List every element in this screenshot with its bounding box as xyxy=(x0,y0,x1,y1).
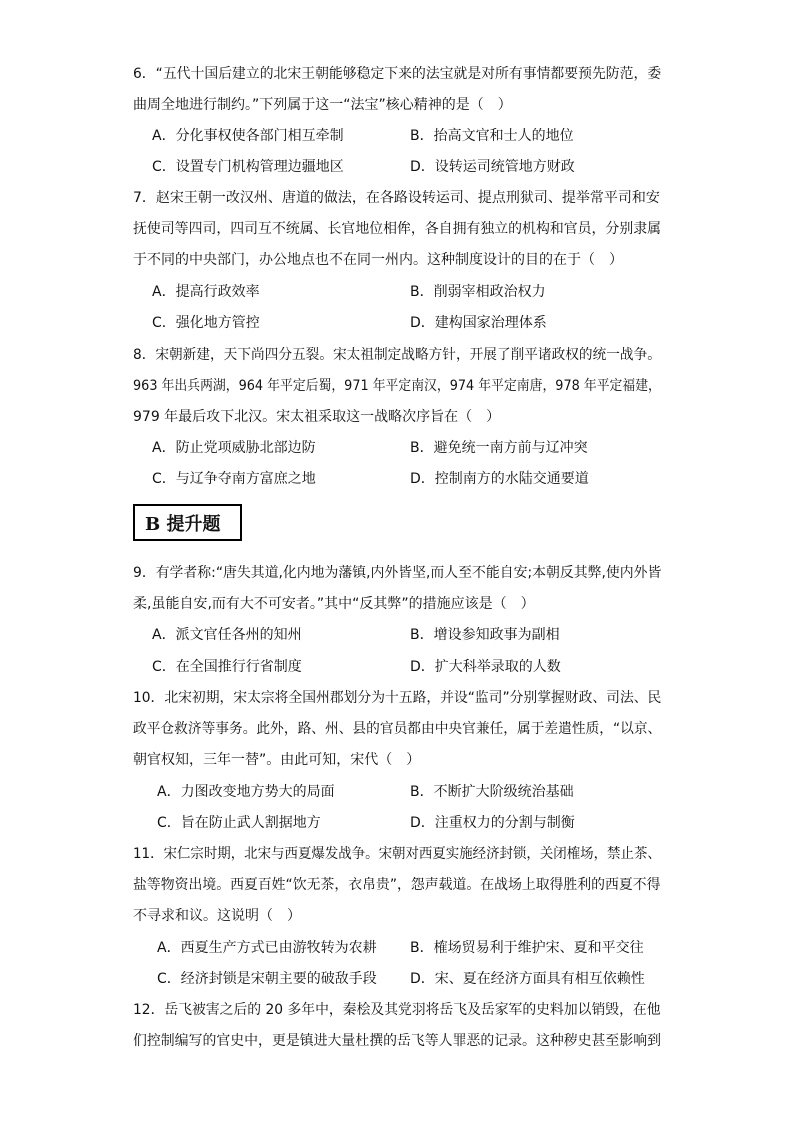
q9-option-d: D．扩大科举录取的人数 xyxy=(410,659,561,675)
q10-stem-line-1: 10．北宋初期，宋太宗将全国州郡划分为十五路，并设“监司”分别掌握财政、司法、民 xyxy=(133,690,662,706)
q8-stem-line-3: 979 年最后攻下北汉。宋太祖采取这一战略次序旨在（ ） xyxy=(133,409,501,425)
q6-option-a: A．分化事权使各部门相互牵制 xyxy=(152,128,344,144)
section-b-heading: B 提升题 xyxy=(133,504,242,541)
q8-option-b: B．避免统一南方前与辽冲突 xyxy=(410,440,588,456)
q11-stem-line-1: 11．宋仁宗时期，北宋与西夏爆发战争。宋朝对西夏实施经济封锁，关闭榷场，禁止茶、 xyxy=(133,846,661,862)
q9-stem-line-2: 柔,虽能自安,而有大不可安者。”其中“反其弊”的措施应该是（ ） xyxy=(133,596,535,612)
q8-option-c: C．与辽争夺南方富庶之地 xyxy=(152,471,316,487)
q10-option-a: A．力图改变地方势大的局面 xyxy=(157,784,335,800)
q10-option-c: C．旨在防止武人割据地方 xyxy=(157,815,321,831)
q11-option-b: B．榷场贸易利于维护宋、夏和平交往 xyxy=(410,940,644,956)
q11-option-a: A．西夏生产方式已由游牧转为农耕 xyxy=(157,940,377,956)
q8-stem-line-1: 8．宋朝新建，天下尚四分五裂。宋太祖制定战略方针，开展了削平诸政权的统一战争。 xyxy=(133,347,661,363)
q9-stem-line-1: 9．有学者称:“唐失其道,化内地为藩镇,内外皆坚,而人至不能自安;本朝反其弊,使内外皆 xyxy=(133,565,662,581)
q8-stem-line-2: 963 年出兵两湖，964 年平定后蜀，971 年平定南汉，974 年平定南唐，978 年平定福建， xyxy=(133,378,661,394)
q6-stem-line-1: 6．“五代十国后建立的北宋王朝能够稳定下来的法宝就是对所有事情都要预先防范，委 xyxy=(133,66,662,82)
q10-stem-line-2: 政平仓救济等事务。此外，路、州、县的官员都由中央官兼任，属于差遣性质，“以京、 xyxy=(133,721,662,737)
q10-option-b: B．不断扩大阶级统治基础 xyxy=(410,784,574,800)
q8-option-d: D．控制南方的水陆交通要道 xyxy=(410,471,589,487)
q9-option-c: C．在全国推行行省制度 xyxy=(152,659,302,675)
q7-option-a: A．提高行政效率 xyxy=(152,284,260,300)
q7-option-c: C．强化地方管控 xyxy=(152,315,260,331)
q11-stem-line-2: 盐等物资出境。西夏百姓“饮无茶，衣帛贵”，怨声载道。在战场上取得胜利的西夏不得 xyxy=(133,877,661,893)
q6-option-d: D．设转运司统管地方财政 xyxy=(410,159,575,175)
q11-stem-line-3: 不寻求和议。这说明（ ） xyxy=(133,908,301,924)
q11-option-c: C．经济封锁是宋朝主要的破敌手段 xyxy=(157,971,377,987)
q7-option-d: D．建构国家治理体系 xyxy=(410,315,547,331)
q7-stem-line-1: 7．赵宋王朝一改汉州、唐道的做法，在各路设转运司、提点刑狱司、提举常平司和安 xyxy=(133,190,660,206)
q8-option-a: A．防止党项威胁北部边防 xyxy=(152,440,316,456)
q10-option-d: D．注重权力的分割与制衡 xyxy=(410,815,575,831)
q11-option-d: D．宋、夏在经济方面具有相互依赖性 xyxy=(410,971,645,987)
q6-stem-line-2: 曲周全地进行制约。”下列属于这一“法宝”核心精神的是（ ） xyxy=(133,97,512,113)
q12-stem-line-1: 12．岳飞被害之后的 20 多年中，秦桧及其党羽将岳飞及岳家军的史料加以销毁，在他 xyxy=(133,1002,661,1018)
q7-stem-line-2: 抚使司等四司，四司互不统属、长官地位相侔，各自拥有独立的机构和官员，分别隶属 xyxy=(133,221,661,237)
q6-option-c: C．设置专门机构管理边疆地区 xyxy=(152,159,344,175)
q6-option-b: B．抬高文官和士人的地位 xyxy=(410,128,574,144)
q12-stem-line-2: 们控制编写的官史中，更是镇进大量杜撰的岳飞等人罪恶的记录。这种秽史甚至影响到 xyxy=(133,1033,661,1049)
q9-option-b: B．增设参知政事为副相 xyxy=(410,627,560,643)
q7-stem-line-3: 于不同的中央部门，办公地点也不在同一州内。这种制度设计的目的在于（ ） xyxy=(133,252,623,268)
q7-option-b: B．削弱宰相政治权力 xyxy=(410,284,546,300)
q10-stem-line-3: 朝官权知，三年一替”。由此可知，宋代（ ） xyxy=(133,752,421,768)
q9-option-a: A．派文官任各州的知州 xyxy=(152,627,302,643)
